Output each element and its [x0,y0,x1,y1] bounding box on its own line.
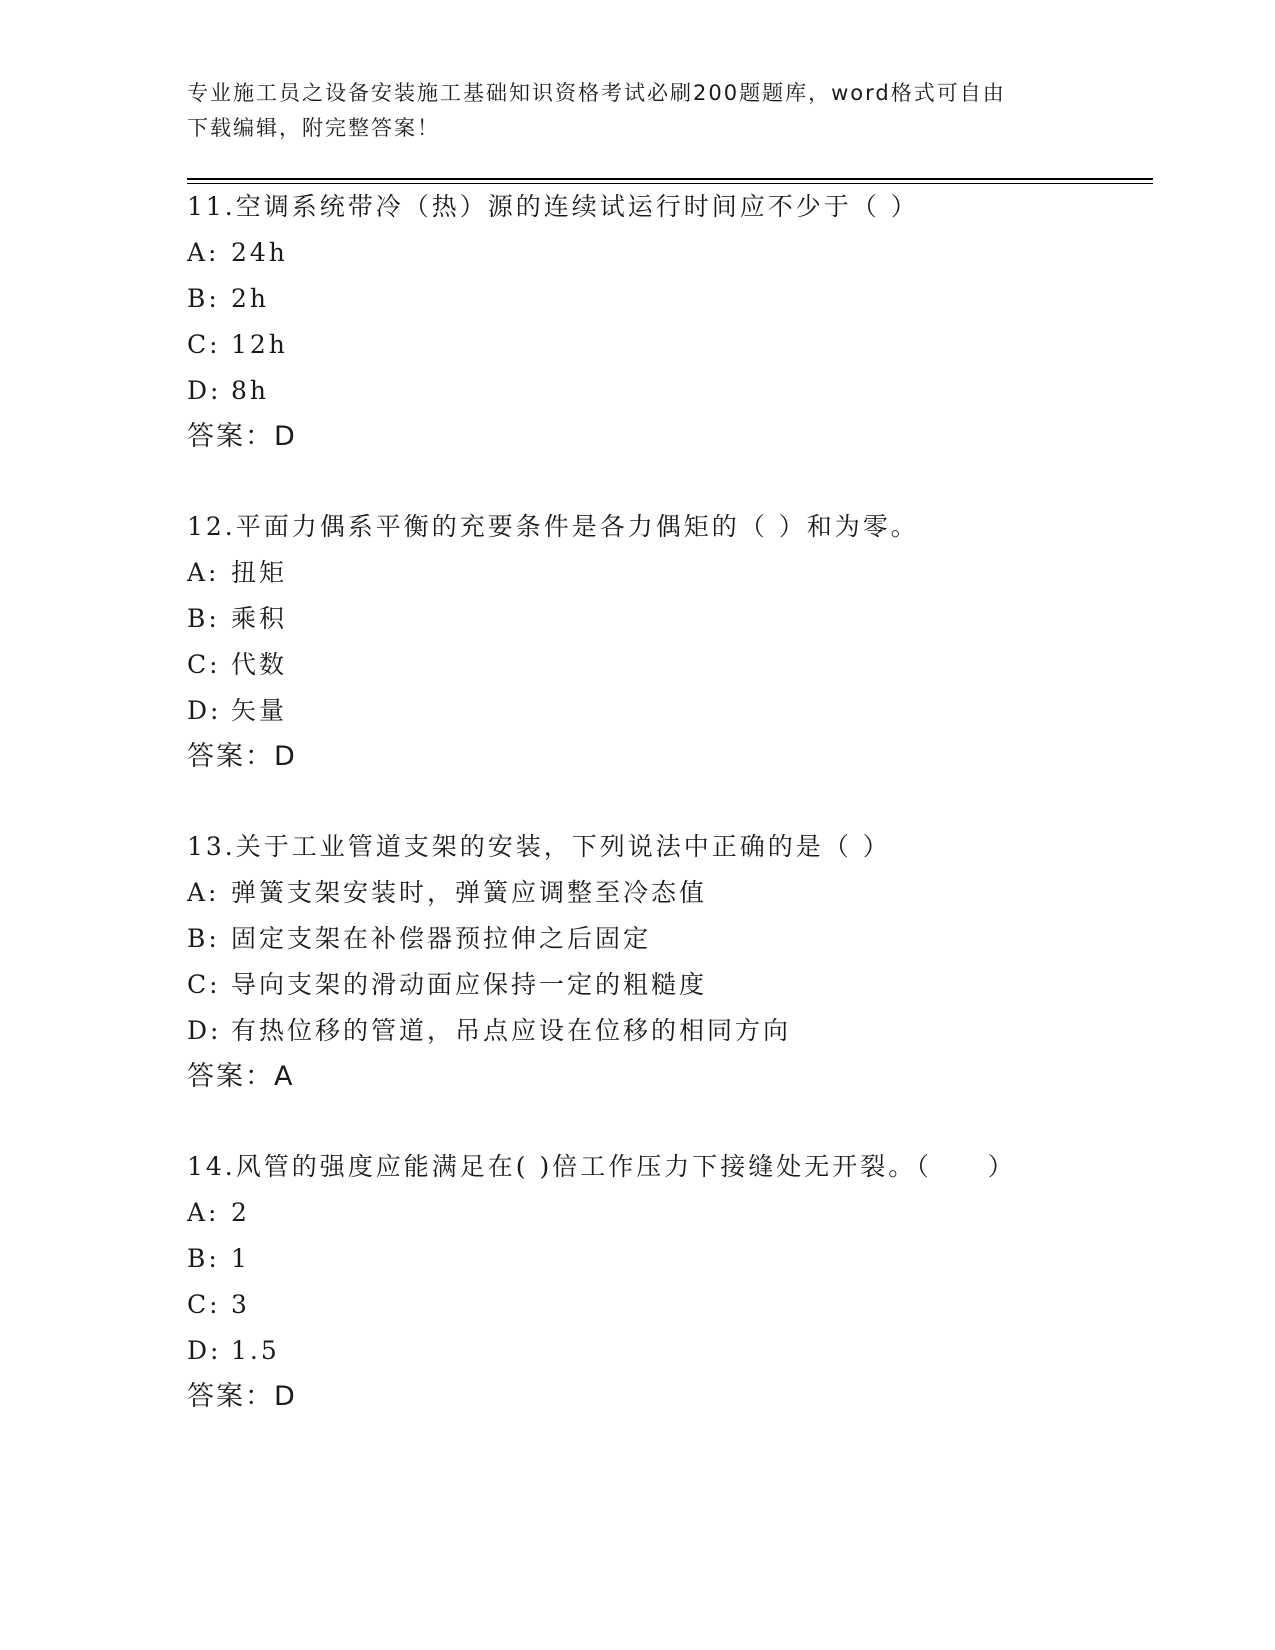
answer: 答案：D [187,741,297,772]
option-key: A: [187,558,220,587]
option-key: B: [187,604,220,633]
option-text: 代数 [231,650,288,679]
option-text: 有热位移的管道，吊点应设在位移的相同方向 [231,1016,792,1045]
option-key: D: [187,376,222,405]
option-key: C: [187,970,221,999]
header-divider-thick [187,178,1153,180]
option-text: 固定支架在补偿器预拉伸之后固定 [231,924,652,953]
answer: 答案：D [187,421,297,452]
option-d [187,1328,1167,1374]
option-text: 2h [231,284,270,313]
option-text: 乘积 [231,604,288,633]
option-key: C: [187,650,221,679]
option-a [187,550,1167,596]
option-key: B: [187,1244,220,1273]
option-a [187,870,1167,916]
option-key: A: [187,1198,220,1227]
option-a [187,230,1167,276]
document-header [187,76,1087,146]
option-key: A: [187,878,220,907]
option-b [187,276,1167,322]
answer: 答案：A [187,1061,295,1092]
option-a [187,1190,1167,1236]
option-d [187,688,1167,734]
option-text: 导向支架的滑动面应保持一定的粗糙度 [231,970,708,999]
option-text: 12h [231,330,288,359]
option-d [187,368,1167,414]
option-text: 3 [231,1290,250,1319]
question-stem: 11.空调系统带冷（热）源的连续试运行时间应不少于（ ） [187,192,919,221]
option-text: 扭矩 [231,558,288,587]
option-b [187,596,1167,642]
question-stem: 14.风管的强度应能满足在( )倍工作压力下接缝处无开裂。（ ） [187,1152,1016,1181]
option-b [187,1236,1167,1282]
option-text: 1 [231,1244,250,1273]
option-key: B: [187,924,220,953]
option-key: D: [187,696,222,725]
option-key: C: [187,330,221,359]
header-line-1: 专业施工员之设备安装施工基础知识资格考试必刷200题题库，word格式可自由 [187,81,1006,105]
answer: 答案：D [187,1381,297,1412]
option-key: A: [187,238,220,267]
option-c [187,322,1167,368]
option-text: 24h [231,238,288,267]
option-key: B: [187,284,220,313]
option-c [187,962,1167,1008]
option-d [187,1008,1167,1054]
option-key: D: [187,1336,222,1365]
option-text: 2 [231,1198,250,1227]
option-b [187,916,1167,962]
option-text: 矢量 [231,696,288,725]
question-stem: 12.平面力偶系平衡的充要条件是各力偶矩的（ ）和为零。 [187,512,919,541]
option-key: D: [187,1016,222,1045]
option-key: C: [187,1290,221,1319]
option-text: 8h [231,376,270,405]
option-c [187,642,1167,688]
question-14 [187,1144,1167,1420]
option-c [187,1282,1167,1328]
question-stem: 13.关于工业管道支架的安装，下列说法中正确的是（ ） [187,832,891,861]
header-line-2: 下载编辑，附完整答案！ [187,116,440,140]
option-text: 1.5 [231,1336,280,1365]
question-13 [187,824,1167,1100]
question-12 [187,504,1167,780]
option-text: 弹簧支架安装时，弹簧应调整至冷态值 [231,878,708,907]
question-11 [187,184,1167,460]
